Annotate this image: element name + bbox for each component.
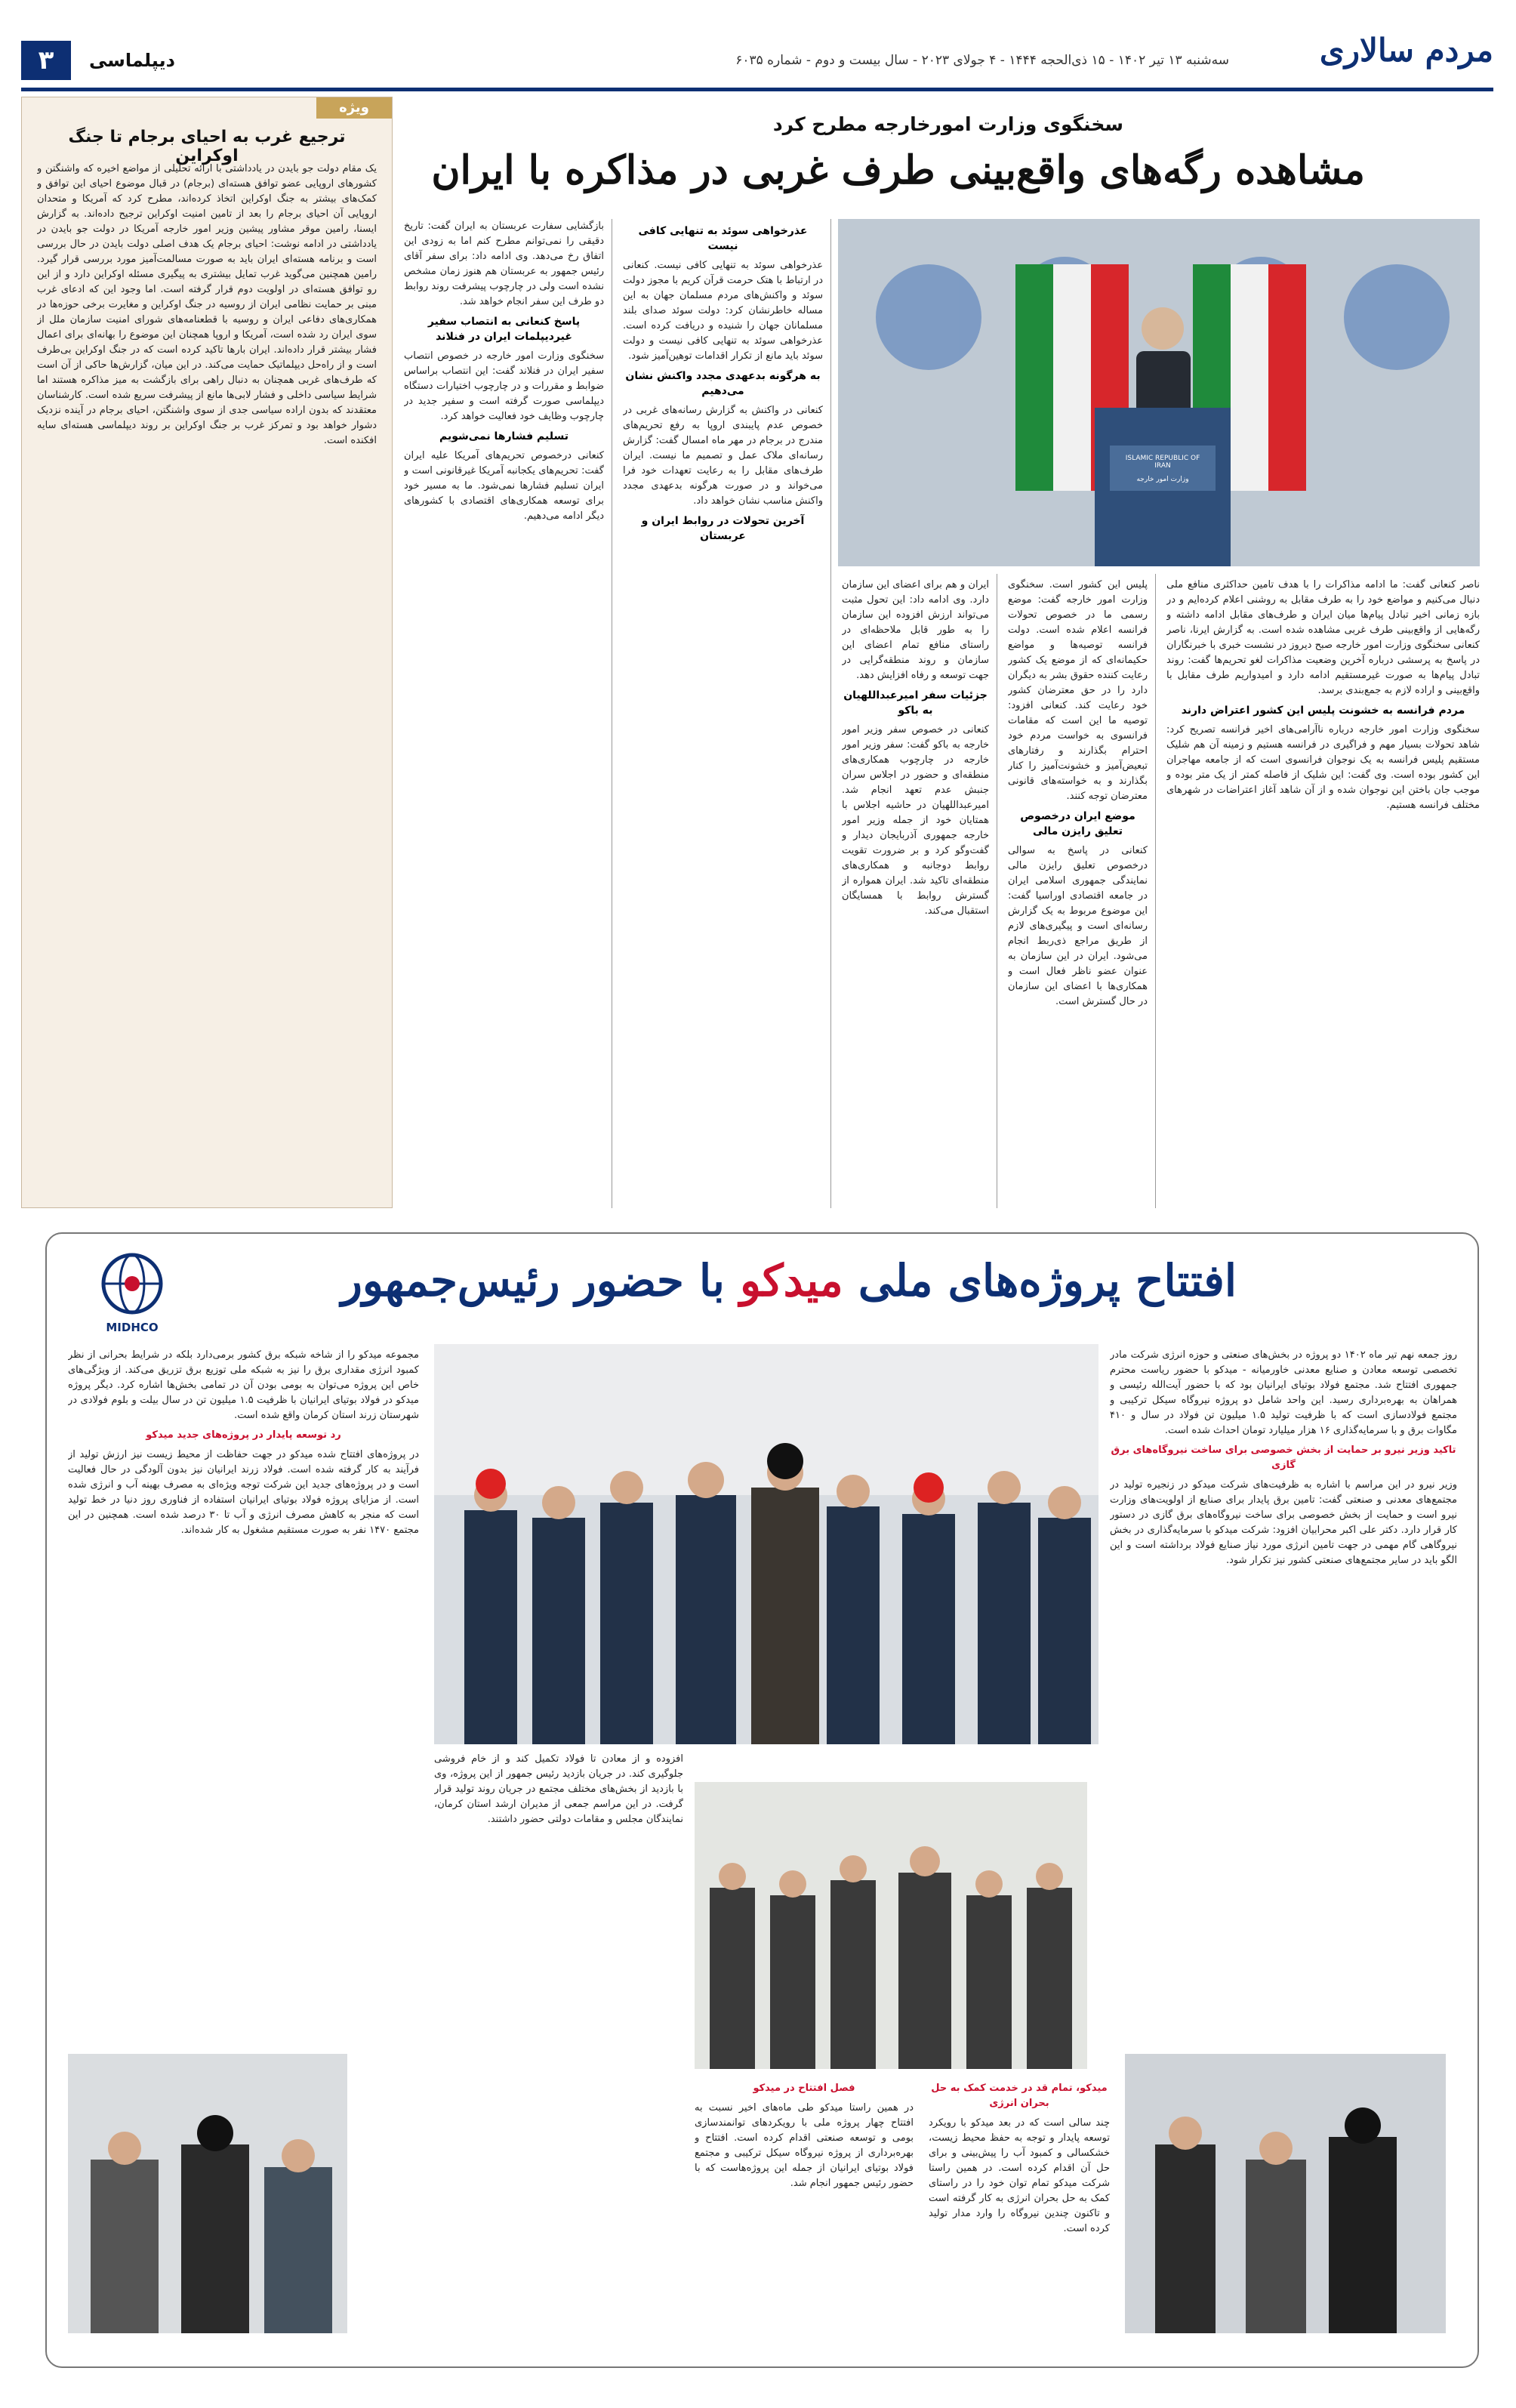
- ad-photo-left: [68, 2054, 347, 2333]
- article-headline: مشاهده رگه‌های واقع‌بینی طرف غربی در مذاکره با ایران: [431, 147, 1365, 193]
- headline-part: افتتاح پروژه‌های ملی: [858, 1255, 1237, 1306]
- article-column-4: [623, 219, 823, 1204]
- article-paragraph: عذرخواهی سوئد به تنهایی کافی نیست. کنعانی در ارتباط با هتک حرمت قرآن کریم با مجوز دولت سوئد و واکنش‌های مردم مسلمان جهان به این مساله خاطرنشان کرد: دولت سوئد صدای بلند مسلمانان جهان را شنیده و دریافت کرده است. عذرخواهی سوئد به تنهایی کافی نیست و دولت سوئد باید مانع از تکرار اقدامات توهین‌آمیز شود.: [623, 260, 823, 362]
- ad-paragraph: در همین راستا میدکو طی ماه‌های اخیر نسبت به افتتاح چهار پروژه ملی با رویکردهای توانمندسازی بومی و توسعه صنعتی اقدام کرده است. افتتاح و بهره‌برداری از پروژه نیروگاه سیکل ترکیبی و مجتمع فولاد بوتیای ایرانیان از جمله این پروژه‌هاست که با حضور رئیس جمهور انجام شد.: [695, 2102, 914, 2189]
- article-paragraph: پلیس این کشور است. سخنگوی وزارت امور خارجه گفت: موضع رسمی ما در خصوص تحولات فرانسه اعلام شده است. دولت فرانسه توصیه‌ها و مواضع حکیمانه‌ای که از موضع یک کشور رعایت کننده حقوق بشر به دیگران دارد را در حق معترضان کشور خود رعایت کند. کنعانی افزود: توصیه ما این است که مقامات فرانسوی به خواست مردم خود احترام بگذارند و رفتارهای تبعیض‌آمیز و خشونت‌آمیز را کنار بگذارند و به خواسته‌های قانونی معترضان توجه کنند.: [1008, 579, 1148, 802]
- column-divider: [830, 219, 831, 1208]
- spokesman-photo: [838, 219, 1480, 566]
- ad-photo-right: [1125, 2054, 1446, 2333]
- article-subheading: به هرگونه بدعهدی مجدد واکنش نشان می‌دهیم: [625, 370, 821, 397]
- ad-paragraph: در پروژه‌های افتتاح شده میدکو در جهت حفاظت از محیط زیست نیز ارزش تولید از فرآیند به کار گرفته شده است. فولاد زرند ایرانیان نیز بدون آلودگی در حال فعالیت است و در پروژه‌های جدید این شرکت توجه ویژه‌ای به مصرف بهینه آب و انرژی شده است. از مزایای پروژه فولاد بوتیای ایرانیان استفاده از فناوری روز دنیا در خط تولید است که منجر به کاهش مصرف انرژی و آب تا ۳۰ درصد شده است. همچنین در این مجتمع ۱۴۷۰ نفر به صورت مستقیم مشغول به کار شده‌اند.: [68, 1449, 419, 1536]
- sidebar-text: یک مقام دولت جو بایدن در یادداشتی با ارائه تحلیلی از مواضع اخیره که واشنگتن و کشورهای اروپایی عضو توافق هسته‌ای (برجام) در قبال موضوع احیای این توافق و کمک‌های بیشتر به جنگ اوکراین اتخاذ کرده‌اند، مطرح کرد که آمریکا و متحدان اروپایی آن احیای برجام را بعد از تامین امنیت اوکراین ترجیح داده‌اند. به گزارش ایسنا، رامین موقر مشاور پیشین وزیر امور خارجه آمریکا در دولت جو بایدن در یادداشتی در ادامه نوشت: احیای برجام یک هدف اصلی دولت بایدن در حال بررسی است و برنامه هسته‌ای ایران باید به صورت مسالمت‌آمیز مورد بررسی قرار گیرد. رامین همچنین می‌گوید غرب تمایل بیشتری به پیگیری مسئله اوکراین دارد و از این رو توافق هسته‌ای در اولویت دوم قرار گرفته است. اما وجود این که ادعای غرب مبنی بر حمایت نظامی ایران از روسیه در جنگ اوکراین و مغایرت برخی حوزه‌ها در همکاری‌های دفاعی ایران و روسیه با قطعنامه‌های شورای امنیت سازمان ملل از سوی ایران رد شده است، آمریکا و اروپا همچنان این موضوع را بهانه‌ای برای اعمال فشار بیشتر قرار داده‌اند. ایران بارها تاکید کرده است که در جنگ اوکراین بی‌طرف است و از راه‌حل دیپلماتیک حمایت می‌کند. در این میان، گزارش‌ها حاکی از آن است که طرف‌های غربی همچنان به دنبال راهی برای بازگشت به میز مذاکره هستند اما شرایط سیاسی داخلی و فشار لابی‌ها مانع از پیشرفت سریع شده است. کارشناسان معتقدند که بدون اراده سیاسی جدی از سوی واشنگتن، احیای برجام در آینده نزدیک دشوار خواهد بود و تمرکز غرب بر جنگ اوکراین بر روند دیپلماسی هسته‌ای سایه افکنده است.: [37, 163, 377, 446]
- headline-brand: میدکو: [740, 1255, 843, 1306]
- ad-column-1: [1110, 1348, 1457, 2043]
- article-subheading: جزئیات سفر امیرعبداللهیان به باکو: [843, 689, 988, 717]
- sidebar-tag: ویژه: [316, 97, 392, 119]
- column-divider: [1155, 574, 1156, 1208]
- newspaper-logo: مردم سالاری: [1319, 32, 1493, 69]
- ad-paragraph: مجموعه میدکو را از شاخه شبکه برق کشور برمی‌دارد بلکه در شرایط بحرانی از نظر کمبود انرژی مقداری برق را نیز به شبکه ملی توزیع برق تزریق می‌کند. از ویژگی‌های خاص این پروژه می‌توان به بومی بودن آن در تمامی بخش‌ها اشاره کرد. دیگر پروژه میدکو در فولاد بوتیای ایرانیان با ظرفیت ۱.۵ میلیون تن در سال بیلت و بلوم فولادی در شهرستان زرند استان کرمان واقع شده است.: [68, 1349, 419, 1421]
- ad-paragraph: روز جمعه نهم تیر ماه ۱۴۰۲ دو پروژه در بخش‌های صنعتی و حوزه انرژی شرکت مادر تخصصی توسعه معادن و صنایع معدنی خاورمیانه - میدکو با حضور ریاست محترم جمهوری افتتاح شد. مجتمع فولاد بوتیای ایرانیان بود که با حضور آیت‌الله رئیسی و همراهان به بهره‌برداری رسید. این واحد شامل دو پروژه نیروگاه سیکل ترکیبی و مجتمع فولادسازی است که با ظرفیت تولید ۱.۵ میلیون تن فولاد در سال و ۴۱۰ مگاوات برق و با سرمایه‌گذاری ۱۶ هزار میلیارد تومان احداث شده است.: [1110, 1349, 1457, 1436]
- article-subheading: عذرخواهی سوئد به تنهایی کافی نیست: [638, 225, 808, 252]
- ad-photo-center-graphic: [695, 1782, 1087, 2069]
- article-paragraph: سخنگوی وزارت امور خارجه درباره ناآرامی‌های اخیر فرانسه تصریح کرد: شاهد تحولات بسیار مهم و فراگیری در فرانسه هستیم و زمینه آن هم شلیک مستقیم پلیس فرانسه به یک نوجوان فرانسوی است که از جامعه مهاجران این کشور بوده است. وی گفت: این شلیک از فاصله کمتر از یک متر بوده و موجب جان باختن این نوجوان شده و از آن شاهد آغاز اعتراضات در شهرهای مختلف فرانسه هستیم.: [1166, 724, 1480, 811]
- sidebar-title: ترجیع غرب به احیای برجام تا جنگ اوکراین: [68, 128, 346, 165]
- midco-logo: [91, 1250, 174, 1334]
- advertorial-headline: [341, 1255, 1237, 1306]
- ad-column-2: [929, 2077, 1110, 2341]
- ad-column-3: [695, 2077, 914, 2341]
- president-visit-graphic: [434, 1344, 1098, 1744]
- article-supertitle: سخنگوی وزارت امورخارجه مطرح کرد: [772, 113, 1123, 135]
- article-column-3: [842, 578, 989, 1204]
- issue-date: سه‌شنبه ۱۳ تیر ۱۴۰۲ - ۱۵ ذی‌الحجه ۱۴۴۴ - ۴ جولای ۲۰۲۳ - سال بیست و دوم - شماره ۶۰۳۵: [735, 53, 1229, 68]
- article-subheading: آخرین تحولات در روابط ایران و عربستان: [641, 515, 805, 542]
- article-subheading: تسلیم فشارها نمی‌شویم: [439, 430, 568, 442]
- article-paragraph: ناصر کنعانی گفت: ما ادامه مذاکرات را با هدف تامین حداکثری منافع ملی دنبال می‌کنیم و مواضع خود را به طرف مقابل به روشنی اعلام کرده‌ایم و در بازه زمانی اخیر تبادل پیام‌ها میان ایران و طرف‌های مقابل ادامه داشته و رگه‌هایی از واقع‌بینی طرف غربی مشاهده شده است. به گزارش ایرنا، ناصر کنعانی سخنگوی وزارت امور خارجه صبح دیروز در نشست خبری با خبرنگاران در پاسخ به پرسشی درباره آخرین وضعیت مذاکرات لغو تحریم‌ها گفت: روند تبادل پیام‌ها به صورت غیرمستقیم ادامه دارد و امیدواریم طرف مقابل با واقع‌بینی و اراده لازم به جمع‌بندی برسد.: [1166, 579, 1480, 696]
- article-column-1: [1166, 578, 1480, 1204]
- ad-subheading: فصل افتتاح در میدکو: [753, 2083, 855, 2094]
- ad-photo-right-graphic: [1125, 2054, 1446, 2333]
- ad-photo-center: [695, 1782, 1087, 2069]
- ad-subheading: رد توسعه پایدار در پروژه‌های جدید میدکو: [146, 1429, 341, 1441]
- article-subheading: پاسخ کنعانی به انتصاب سفیر غیردیپلمات ایران در فنلاند: [427, 316, 581, 343]
- globe-icon: [91, 1250, 174, 1318]
- ad-paragraph: وزیر نیرو در این مراسم با اشاره به ظرفیت‌های شرکت میدکو در زنجیره تولید در مجتمع‌های معدنی و صنعتی گفت: تامین برق پایدار برای صنایع از اولویت‌های وزارت نیرو است و حمایت از بخش خصوصی برای ساخت نیروگاه‌های برق گازی در دستور کار قرار دارد. دکتر علی اکبر محرابیان افزود: شرکت میدکو با سرمایه‌گذاری در بخش نیروگاهی گام مهمی در جهت تامین انرژی مورد نیاز صنایع فولاد برداشته است و این الگو باید در سایر مجتمع‌های صنعتی کشور نیز تکرار شود.: [1110, 1479, 1457, 1566]
- article-paragraph: کنعانی در پاسخ به سوالی درخصوص تعلیق رایزن مالی نمایندگی جمهوری اسلامی ایران در جامعه اقتصادی اوراسیا گفت: این موضوع مربوط به یک گزارش رسانه‌ای است و پیگیری‌های لازم از طریق مراجع ذی‌ربط انجام می‌شود. ایران در این سازمان به عنوان عضو ناظر فعال است و همکاری‌ها با اعضای این سازمان در حال گسترش است.: [1008, 845, 1148, 1007]
- headline-part: با حضور رئیس‌جمهور: [340, 1255, 725, 1306]
- ad-paragraph: چند سالی است که در بعد میدکو با رویکرد توسعه پایدار و توجه به حفظ محیط زیست، خشکسالی و کمبود آب را پیش‌بینی و برای حل آن اقدام کرده است. در همین راستا شرکت میدکو تمام توان خود را در راستای کمک به حل بحران انرژی به کار گرفته است و تاکنون چندین نیروگاه را وارد مدار تولید کرده است.: [929, 2117, 1110, 2234]
- midco-label: MIDHCO: [106, 1321, 159, 1334]
- article-paragraph: کنعانی در خصوص سفر وزیر امور خارجه به باکو گفت: سفر وزیر امور خارجه در چارچوب همکاری‌های منطقه‌ای و حضور در اجلاس سران جنبش عدم تعهد انجام شد. امیرعبداللهیان در حاشیه اجلاس با همتایان خود از جمله وزیر امور خارجه جمهوری آذربایجان دیدار و گفت‌وگو کرد و بر ضرورت تقویت روابط دوجانبه و همکاری‌های منطقه‌ای تاکید شد. ایران همواره از گسترش روابط با همسایگان استقبال می‌کند.: [842, 724, 989, 917]
- article-paragraph: کنعانی در واکنش به گزارش رسانه‌های غربی در خصوص عدم پایبندی اروپا به رفع تحریم‌های مندرج در برجام در مهر ماه امسال گفت: گزارش رسانه‌ای ملاک عمل و تصمیم ما نیست. ایران طرف‌های مقابل را به رعایت تعهدات خود فرا می‌خواند و در صورت هرگونه بدعهدی مجدد واکنش مناسب نشان خواهد داد.: [623, 405, 823, 507]
- article-column-2: [1008, 578, 1148, 1204]
- article-column-5: [404, 219, 604, 1204]
- article-paragraph: ایران و هم برای اعضای این سازمان دارد. وی ادامه داد: این تحول مثبت می‌تواند ارزش افزوده این سازمان را به طور قابل ملاحظه‌ای در راستای منافع تمام اعضای این سازمان و روند منطقه‌گرایی در جهت توسعه و رفاه افزایش دهد.: [842, 579, 989, 681]
- article-subheading: مردم فرانسه به خشونت پلیس این کشور اعتراض دارند: [1181, 705, 1465, 717]
- article-paragraph: سخنگوی وزارت امور خارجه در خصوص انتصاب سفیر ایران در فنلاند گفت: این انتصاب براساس ضوابط و مقررات و در چارچوب اختیارات دستگاه دیپلماسی صورت گرفته است و سفیر جدید در چارچوب وظایف خود فعالیت خواهد کرد.: [404, 350, 604, 422]
- ad-photo-left-graphic: [68, 2054, 347, 2333]
- podium-sign: ISLAMIC REPUBLIC OF IRAN: [1125, 455, 1200, 470]
- ad-column-4: افزوده و از معادن تا فولاد تکمیل کند و از خام فروشی جلوگیری کند. در جریان بازدید رئیس جمهور از این پروژه، وی با بازدید از بخش‌های مختلف مجتمع در جریان روند تولید قرار گرفت. در این مراسم جمعی از مدیران ارشد استان کرمان، نمایندگان مجلس و مقامات دولتی حضور داشتند.: [434, 1753, 683, 1825]
- article-paragraph: بازگشایی سفارت عربستان به ایران گفت: تاریخ دقیقی را نمی‌توانم مطرح کنم اما به زودی این اتفاق رخ می‌دهد. وی ادامه داد: برای سفر آقای رئیس جمهور به عربستان هم هنوز زمان مشخص نشده است ولی در چارچوب پیشرفت روند روابط دو طرف این سفر انجام خواهد شد.: [404, 220, 604, 307]
- ad-subheading: تاکید وزیر نیرو بر حمایت از بخش خصوصی برای ساخت نیروگاه‌های برق گازی: [1111, 1444, 1456, 1471]
- masthead: [21, 30, 1493, 91]
- article-paragraph: کنعانی درخصوص تحریم‌های آمریکا علیه ایران گفت: تحریم‌های یکجانبه آمریکا غیرقانونی است و ایران تسلیم فشارها نمی‌شود. ما به مسیر خود برای توسعه همکاری‌های اقتصادی با کشورهای دیگر ادامه می‌دهیم.: [404, 450, 604, 522]
- page-number: ۳: [21, 41, 71, 80]
- section-title: دیپلماسی: [89, 50, 175, 71]
- president-visit-photo: [434, 1344, 1098, 1744]
- ad-column-5: [68, 1348, 419, 2043]
- sidebar-box: [21, 97, 393, 1208]
- spokesman-photo-graphic: [838, 219, 1480, 566]
- podium-sign-sub: وزارت امور خارجه: [1136, 476, 1189, 483]
- ad-subheading: میدکو، تمام قد در خدمت کمک به حل بحران انرژی: [931, 2083, 1108, 2109]
- article-subheading: موضع ایران درخصوص تعلیق رایزن مالی: [1020, 810, 1135, 837]
